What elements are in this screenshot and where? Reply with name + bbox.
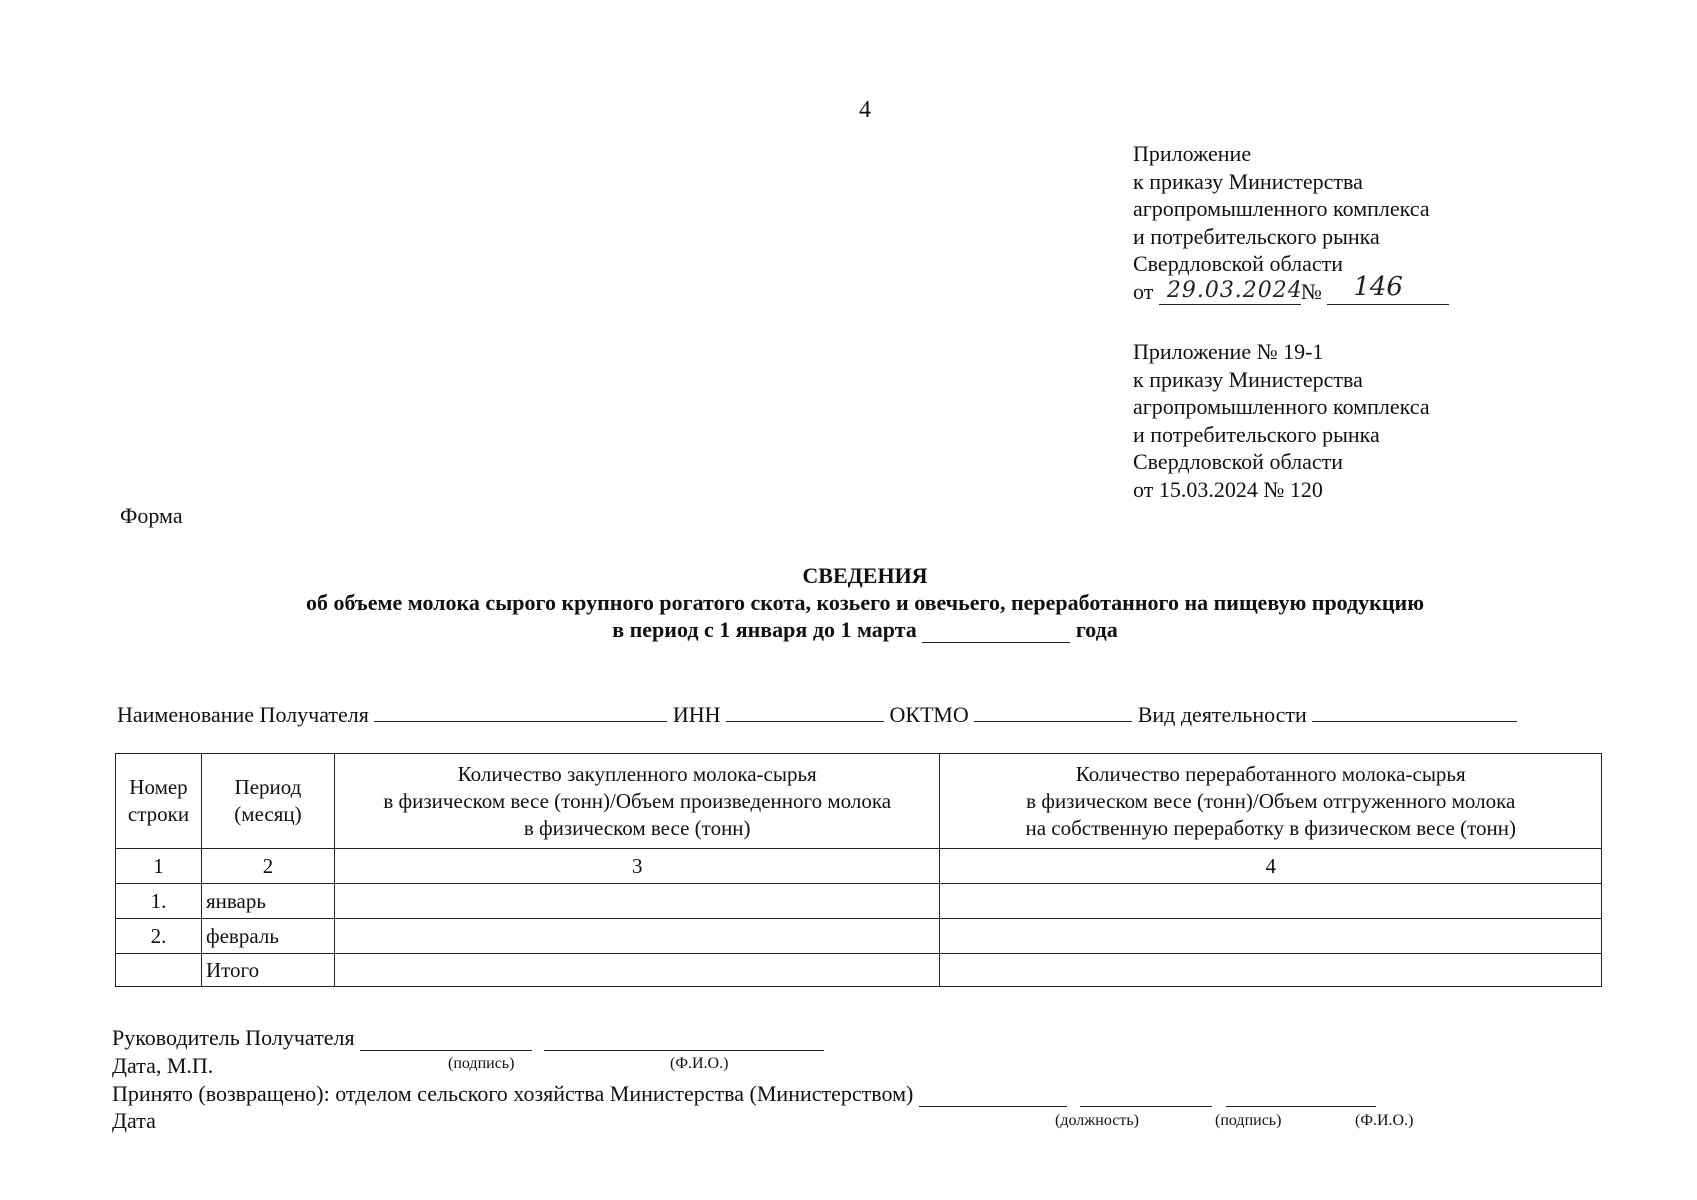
- year-blank[interactable]: [922, 622, 1070, 643]
- row-processed-cell[interactable]: [940, 919, 1602, 954]
- form-label: Форма: [120, 503, 183, 528]
- date-field: [1159, 280, 1301, 305]
- column-number: 1: [116, 849, 202, 884]
- podpis-caption: (подпись): [448, 1055, 515, 1072]
- appendix-line: агропромышленного комплекса: [1133, 394, 1430, 419]
- appendix-line: Свердловской области: [1133, 251, 1343, 276]
- row-processed-cell[interactable]: [940, 884, 1602, 919]
- row-number: [116, 954, 202, 987]
- recipient-name-label: Наименование Получателя: [117, 702, 369, 727]
- inn-label: ИНН: [672, 702, 721, 727]
- table-row: [116, 919, 1602, 954]
- appendix-block: [1133, 140, 1449, 305]
- table-column-number-row: [116, 849, 1602, 884]
- head-signature-field[interactable]: [360, 1032, 532, 1051]
- row-period: февраль: [201, 919, 334, 954]
- period-prefix: в период с 1 января до 1 марта: [612, 617, 917, 642]
- header-period: Период (месяц): [201, 754, 334, 849]
- oktmo-label: ОКТМО: [889, 702, 969, 727]
- recipient-name-field[interactable]: [374, 699, 667, 722]
- appendix-date-line: [1133, 272, 1449, 306]
- handwritten-number: 146: [1353, 272, 1403, 302]
- appendix-line: Приложение № 19-1: [1133, 339, 1324, 364]
- page-number: 4: [859, 97, 871, 123]
- head-label: Руководитель Получателя: [112, 1025, 355, 1050]
- document-period-line: [0, 616, 1697, 643]
- inn-field[interactable]: [726, 699, 884, 722]
- column-number: 3: [334, 849, 940, 884]
- row-number: 2.: [116, 919, 202, 954]
- row-purchased-cell[interactable]: [334, 919, 940, 954]
- data-table: [115, 753, 1602, 987]
- appendix-line: Приложение: [1133, 141, 1252, 166]
- row-processed-cell[interactable]: [940, 954, 1602, 987]
- document-subtitle: об объеме молока сырого крупного рогатого скота, козьего и овечьего, переработанного на пищевую продукцию: [305, 590, 1425, 615]
- accepted-label: Принято (возвращено): отделом сельского хозяйства Министерства (Министерством): [112, 1081, 914, 1106]
- appendix-line: и потребительского рынка: [1133, 421, 1380, 447]
- appendix-line: к приказу Министерства: [1133, 366, 1363, 392]
- header-processed-milk: Количество переработанного молока-сырья в физическом весе (тонн)/Объем отгруженного молока на собственную переработку в физическом весе (тонн): [940, 754, 1602, 849]
- row-number: 1.: [116, 884, 202, 919]
- date-mp-label: Дата, М.П.: [112, 1053, 214, 1078]
- table-row-total: [116, 954, 1602, 987]
- date-prefix: от: [1133, 278, 1154, 304]
- activity-field[interactable]: [1312, 699, 1517, 722]
- head-fio-field[interactable]: [544, 1032, 824, 1051]
- appendix-line: и потребительского рынка: [1133, 223, 1380, 249]
- appendix-line: агропромышленного комплекса: [1133, 196, 1430, 221]
- header-purchased-milk: Количество закупленного молока-сырья в физическом весе (тонн)/Объем произведенного молока в физическом весе (тонн): [334, 754, 940, 849]
- header-row-number: Номер строки: [116, 754, 202, 849]
- column-number: 4: [940, 849, 1602, 884]
- appendix-line: Свердловской области: [1133, 449, 1343, 474]
- dolzhnost-caption: (должность): [1055, 1112, 1139, 1129]
- appendix-line: от 15.03.2024 № 120: [1133, 476, 1323, 502]
- row-purchased-cell[interactable]: [334, 884, 940, 919]
- head-signature-line: [112, 1025, 824, 1051]
- appendix-line: к приказу Министерства: [1133, 168, 1363, 194]
- podpis2-caption: (подпись): [1215, 1112, 1282, 1129]
- handwritten-date: 29.03.2024: [1166, 278, 1303, 303]
- date-label: Дата: [112, 1108, 156, 1133]
- oktmo-field[interactable]: [974, 699, 1132, 722]
- fio-caption: (Ф.И.О.): [670, 1055, 729, 1072]
- accepted-line: [112, 1081, 1376, 1107]
- row-purchased-cell[interactable]: [334, 954, 940, 987]
- fio2-caption: (Ф.И.О.): [1355, 1112, 1414, 1129]
- recipient-fields: [117, 699, 1517, 728]
- accepted-fio-field[interactable]: [1226, 1088, 1376, 1107]
- period-suffix: года: [1075, 617, 1118, 642]
- column-number: 2: [201, 849, 334, 884]
- table-header-row: [116, 754, 1602, 849]
- number-field: [1327, 272, 1449, 305]
- number-sign: №: [1300, 278, 1322, 304]
- appendix-19-1-block: [1133, 338, 1430, 503]
- row-period: январь: [201, 884, 334, 919]
- dolzhnost-field[interactable]: [919, 1088, 1067, 1107]
- accepted-signature-field[interactable]: [1080, 1088, 1212, 1107]
- activity-label: Вид деятельности: [1137, 702, 1307, 727]
- row-period: Итого: [201, 954, 334, 987]
- document-title: СВЕДЕНИЯ: [802, 563, 928, 588]
- table-row: [116, 884, 1602, 919]
